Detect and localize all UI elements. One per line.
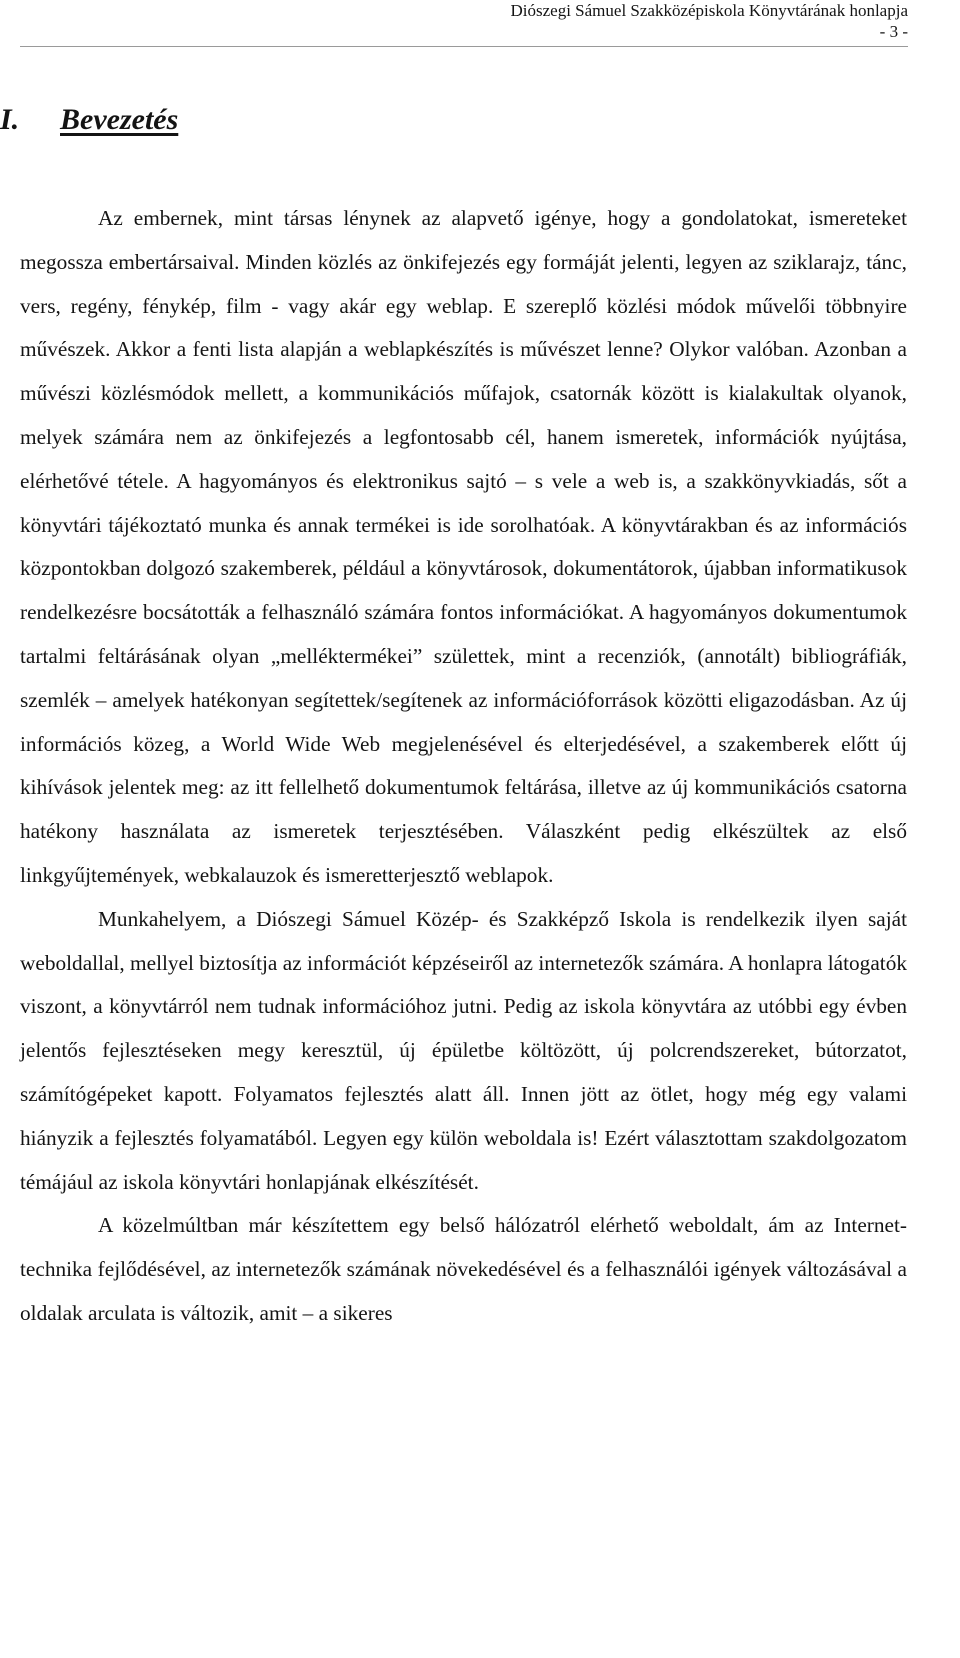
body-text [20,197,907,1336]
paragraph-1: Az embernek, mint társas lénynek az alapvető igénye, hogy a gondolatokat, ismereteket megossza embertársaival. Minden közlés az önkifejezés egy formáját jelenti, legyen az sziklarajz, tánc, vers, regény, fénykép, film - vagy akár egy weblap. E szereplő közlési módok művelői többnyire művészek. Akkor a fenti lista alapján a weblapkészítés is művészet lenne? Olykor valóban. Azonban a művészi közlésmódok mellett, a kommunikációs műfajok, csatornák között is kialakultak olyanok, melyek számára nem az önkifejezés a legfontosabb cél, hanem ismeretek, információk nyújtása, elérhetővé tétele. A hagyományos és elektronikus sajtó – s vele a web is, a szakkönyvkiadás, sőt a könyvtári tájékoztató munka és annak termékei is ide sorolhatóak. A könyvtárakban és az információs központokban dolgozó szakemberek, például a könyvtárosok, dokumentátorok, újabban informatikusok rendelkezésre bocsátották a felhasználó számára fontos információkat. A hagyományos dokumentumok tartalmi feltárásának olyan „melléktermékei” születtek, mint a recenziók, (annotált) bibliográfiák, szemlék – amelyek hatékonyan segítettek/segítenek az információforrások közötti eligazodásban. Az új információs közeg, a World Wide Web megjelenésével és elterjedésével, a szakemberek előtt új kihívások jelentek meg: az itt fellelhető dokumentumok feltárása, illetve az új kommunikációs csatorna hatékony használata az ismeretek terjesztésében. Válaszként pedig elkészültek az első linkgyűjtemények, webkalauzok és ismeretterjesztő weblapok. [20,206,907,887]
chapter-number: I. [0,103,20,136]
running-header [20,0,908,47]
chapter-heading [0,102,178,138]
paragraph-3: A közelmúltban már készítettem egy belső hálózatról elérhető weboldalt, ám az Internet-technika fejlődésével, az internetezők számának növekedésével és a felhasználói igények változásával a oldalak arculata is változik, amit – a sikeres [20,1213,907,1325]
header-title: Diószegi Sámuel Szakközépiskola Könyvtárának honlapja [510,1,908,20]
chapter-title: Bevezetés [60,103,179,136]
page-number: - 3 - [879,22,908,41]
paragraph-2: Munkahelyem, a Diószegi Sámuel Közép- és Szakképző Iskola is rendelkezik ilyen saját weboldallal, mellyel biztosítja az információt képzéseiről az internetezők számára. A honlapra látogatók viszont, a könyvtárról nem tudnak információhoz jutni. Pedig az iskola könyvtára az utóbbi egy évben jelentős fejlesztéseken megy keresztül, új épületbe költözött, új polcrendszereket, bútorzatot, számítógépeket kapott. Folyamatos fejlesztés alatt áll. Innen jött az ötlet, hogy még egy valami hiányzik a fejlesztés folyamatából. Legyen egy külön weboldala is! Ezért választottam szakdolgozatom témájául az iskola könyvtári honlapjának elkészítését. [20,906,907,1194]
